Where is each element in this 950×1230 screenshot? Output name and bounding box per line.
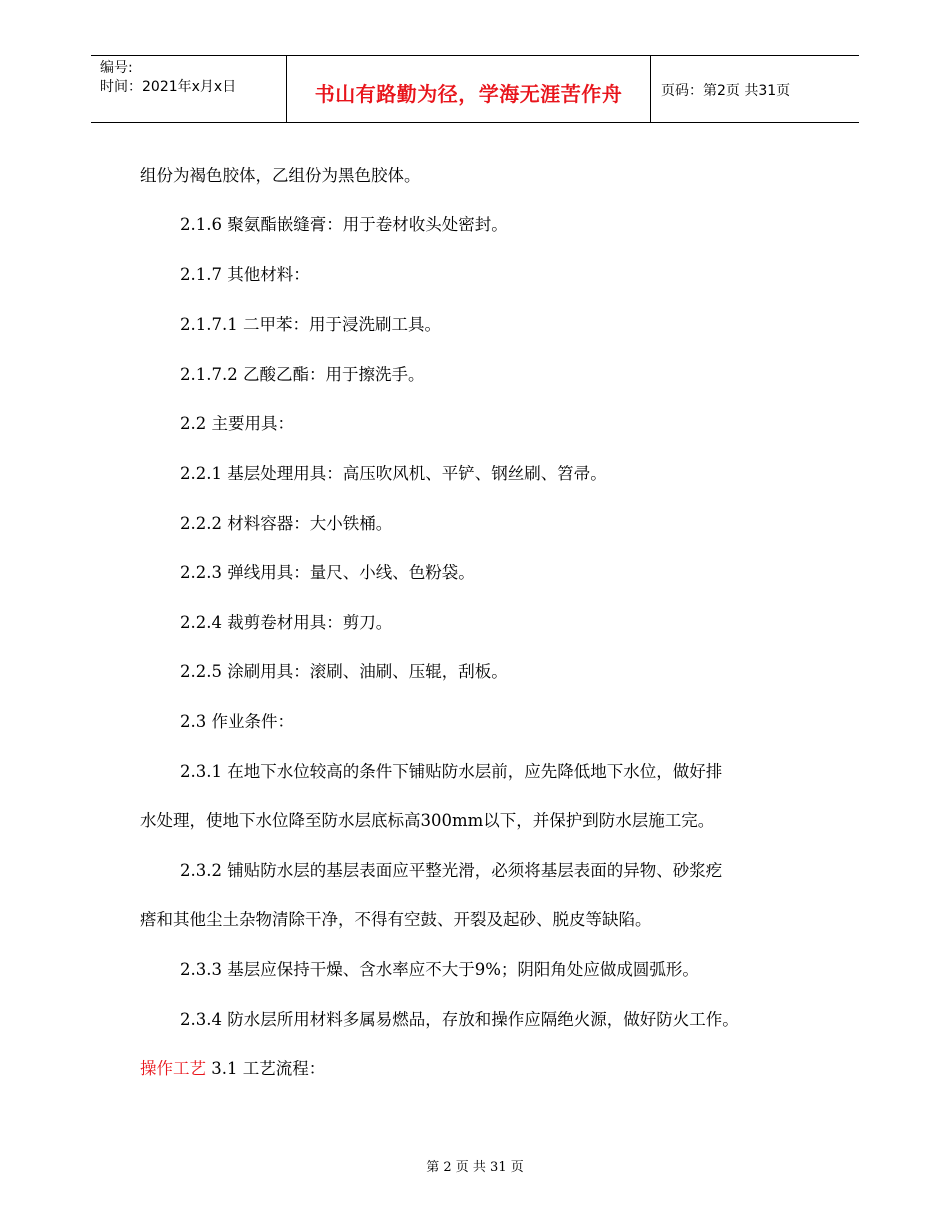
text-line: 2.1.7 其他材料： xyxy=(180,265,310,284)
text-line: 2.3 作业条件： xyxy=(180,712,294,731)
section-heading: 操作工艺 xyxy=(140,1059,206,1078)
text-line: 2.2 主要用具： xyxy=(180,414,294,433)
text-line: 2.1.7.1 二甲苯：用于浸洗刷工具。 xyxy=(180,315,441,334)
page-footer: 第 2 页 共 31 页 xyxy=(426,1160,524,1175)
document-number-label: 编号: xyxy=(100,60,133,76)
section-heading-line xyxy=(140,1058,325,1080)
text-line: 组份为褐色胶体，乙组份为黑色胶体。 xyxy=(140,166,421,185)
page-code: 页码：第2页 共31页 xyxy=(661,83,791,99)
text-line: 2.2.5 涂刷用具：滚刷、油刷、压辊，刮板。 xyxy=(180,662,508,681)
header-meta-cell xyxy=(91,56,286,122)
text-line: 2.3.4 防水层所用材料多属易燃品，存放和操作应隔绝火源，做好防火工作。 xyxy=(180,1010,739,1029)
text-line: 2.2.2 材料容器：大小铁桶。 xyxy=(180,514,393,533)
header-page-cell xyxy=(649,56,859,122)
text-line: 水处理，使地下水位降至防水层底标高300mm以下，并保护到防水层施工完。 xyxy=(140,811,715,830)
text-line: 2.1.6 聚氨酯嵌缝膏：用于卷材收头处密封。 xyxy=(180,215,508,234)
document-time-label: 时间：2021年x月x日 xyxy=(100,79,237,95)
text-line: 2.2.4 裁剪卷材用具：剪刀。 xyxy=(180,613,393,632)
text-line: 2.2.1 基层处理用具：高压吹风机、平铲、钢丝刷、笤帚。 xyxy=(180,464,607,483)
text-line: 2.3.1 在地下水位较高的条件下铺贴防水层前，应先降低地下水位，做好排 xyxy=(180,762,723,781)
text-line: 2.3.3 基层应保持干燥、含水率应不大于9%；阴阳角处应做成圆弧形。 xyxy=(180,960,699,979)
header-motto-cell xyxy=(286,56,651,122)
text-line: 2.3.2 铺贴防水层的基层表面应平整光滑，必须将基层表面的异物、砂浆疙 xyxy=(180,861,723,880)
motto-text: 书山有路勤为径，学海无涯苦作舟 xyxy=(314,82,623,106)
section-heading-text: 3.1 工艺流程： xyxy=(206,1059,326,1078)
text-line: 瘩和其他尘土杂物清除干净，不得有空鼓、开裂及起砂、脱皮等缺陷。 xyxy=(140,910,652,929)
text-line: 2.2.3 弹线用具：量尺、小线、色粉袋。 xyxy=(180,563,475,582)
document-header xyxy=(91,55,859,123)
text-line: 2.1.7.2 乙酸乙酯：用于擦洗手。 xyxy=(180,365,425,384)
